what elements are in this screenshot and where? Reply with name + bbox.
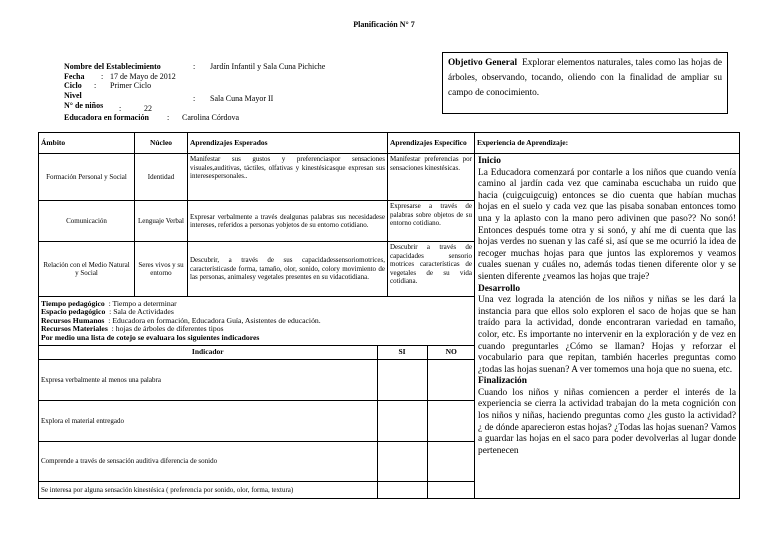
si-check-cell[interactable]: [377, 360, 427, 401]
colon: :: [101, 72, 104, 81]
page-title: Planificación N° 7: [353, 20, 415, 29]
especifico-cell: Descubrir a través de capacidades sensorio motrices características de vegetales de su vida cotidiana.: [388, 242, 475, 297]
ninos-value: 22: [144, 104, 152, 113]
esperados-cell: Expresar verbalmente a través dealgunas palabras sus necesidadese intereses, referidos a personas yobjetos de su entorno cotidiano.: [188, 201, 388, 242]
indicator-row: Se interesa por alguna sensación kinestésica ( preferencia por sonido, olor, forma, textura): [39, 482, 377, 498]
ciclo-value: Primer Ciclo: [110, 81, 152, 90]
establecimiento-value: Jardín Infantil y Sala Cuna Pichiche: [210, 62, 326, 71]
establecimiento-label: Nombre del Establecimiento: [64, 62, 161, 71]
inicio-heading: Inicio: [478, 156, 501, 166]
recursos-materiales-value: : hojas de árboles de diferentes tipos: [111, 324, 224, 334]
nivel-label: Nivel: [64, 91, 82, 100]
fecha-label: Fecha: [64, 72, 85, 81]
finalizacion-heading: Finalización: [478, 376, 527, 387]
objetivo-general-box: [442, 52, 728, 114]
si-header: SI: [377, 346, 427, 360]
recursos-humanos-label: Recursos Humanos: [41, 315, 105, 325]
header-esperados: Aprendizajes Esperados: [188, 133, 388, 154]
educadora-value: Carolina Córdova: [182, 113, 240, 122]
nivel-value: Sala Cuna Mayor II: [210, 94, 274, 103]
desarrollo-heading: Desarrollo: [478, 283, 521, 294]
planning-table: [38, 132, 740, 499]
ambito-cell: Relación con el Medio Natural y Social: [39, 242, 135, 297]
ambito-cell: Formación Personal y Social: [39, 154, 135, 201]
colon: :: [94, 81, 97, 90]
tiempo-label: Tiempo pedagógico: [41, 299, 105, 308]
esperados-cell: Manifestar sus gustos y preferenciaspor sensaciones visuales,auditivas, táctiles, olfativas y kinestésicasque expresan sus interesespersonales..: [188, 154, 388, 201]
ninos-label: N° de niños: [64, 101, 104, 110]
recursos-humanos-value: : Educadora en formación, Educadora Guía, Asistentes de educación.: [108, 315, 321, 325]
header-ambito: Ámbito: [39, 133, 135, 154]
fecha-value: 17 de Mayo de 2012: [110, 72, 176, 81]
indicator-row: Comprende a través de sensación auditiva diferencia de sonido: [39, 442, 377, 482]
no-check-cell[interactable]: [427, 360, 475, 401]
cotejo-text: Por medio una lista de cotejo se evaluara los siguientes indicadores: [41, 332, 260, 342]
header-especifico: Aprendizajes Específico: [388, 133, 475, 154]
especifico-cell: Manifestar preferencias por sensaciones kinestésicas.: [388, 154, 475, 201]
objetivo-label: Objetivo General: [448, 58, 518, 68]
espacio-label: Espacio pedagógico: [41, 307, 106, 317]
ambito-cell: Comunicación: [39, 201, 135, 242]
especifico-cell: Expresarse a través de palabras sobre objetos de su entorno cotidiano.: [388, 201, 475, 242]
colon: :: [193, 94, 196, 103]
si-check-cell[interactable]: [377, 482, 427, 498]
objetivo-text: Explorar elementos naturales, tales como las hojas de árboles, observando, tocando, oliendo con la finalidad de ampliar su campo de conocimiento.: [448, 58, 723, 98]
info-block: [39, 297, 474, 345]
no-check-cell[interactable]: [427, 442, 475, 482]
indicator-table: [39, 345, 475, 498]
experiencia-cell: [475, 154, 740, 499]
info-and-indicators: [39, 297, 475, 499]
no-check-cell[interactable]: [427, 401, 475, 442]
nucleo-cell: Seres vivos y su entorno: [135, 242, 188, 297]
nucleo-cell: Identidad: [135, 154, 188, 201]
desarrollo-text: Una vez lograda la atención de los niños y niñas se les dará la instancia para que ellos solo exploren el saco de hojas que se han traído para la actividad, donde encontraran variedad en tamaño, color, etc. Es importante no intervenir en la exploración y de vez en cuando preguntarles ¿Cómo se llaman? Hojas y reforzar el vocabulario para que repitan, también hacerles preguntas como ¿todas las hojas suenan? A ver tomemos una hoja que no suena, etc.: [478, 295, 736, 375]
finalizacion-text: Cuando los niños y niñas comiencen a perder el interés de la experiencia se cierra la actividad trabajan do la meta cognición con los niños y niñas, haciendo preguntas como ¿les gusto la actividad? ¿ de dónde aparecieron estas hojas? ¿Todas las hojas suenan? Vamos a guardar las hojas en el saco para poder devolverlas al lugar donde pertenecen: [478, 387, 736, 456]
indicador-header: Indicador: [39, 346, 377, 360]
header-experiencia: Experiencia de Aprendizaje:: [475, 133, 740, 154]
nucleo-cell: Lenguaje Verbal: [135, 201, 188, 242]
si-check-cell[interactable]: [377, 442, 427, 482]
inicio-text: La Educadora comenzará por contarle a los niños que cuando venía camino al jardín cada vez que caminaba escuchaba un ruido que hacia (cuigcuigcuig) entonces se dio cuenta que habían muchas hojas en el suelo y cada vez que las pisaba sonaban entonces tomo una y la aplasto con la mano pero adivinen que paso?? No sonó! Entonces después tome otra y si sonó, y ahí me di cuenta que las hojas verdes no suenan y las café si, así que se me ocurrió la idea de recoger muchas hojas para que juntos las exploremos y veamos cuales suenan y cuáles no, además todas tienen diferente olor y se sienten diferente ¿veamos las hojas que traje?: [478, 167, 736, 282]
no-header: NO: [427, 346, 475, 360]
esperados-cell: Descubrir, a través de sus capacidadessensoriomotrices, característicasde forma, tamaño, olor, sonido, colory movimiento de las personas, animalesy vegetales presentes en su vidacotidiana.: [188, 242, 388, 297]
recursos-materiales-label: Recursos Materiales: [41, 324, 108, 334]
si-check-cell[interactable]: [377, 401, 427, 442]
indicator-row: Expresa verbalmente al menos una palabra: [39, 360, 377, 401]
ciclo-label: Ciclo: [64, 81, 82, 90]
no-check-cell[interactable]: [427, 482, 475, 498]
espacio-value: : Sala de Actividades: [109, 307, 174, 317]
colon: :: [119, 104, 122, 113]
header-nucleo: Núcleo: [135, 133, 188, 154]
tiempo-value: : Tiempo a determinar: [108, 299, 177, 308]
indicator-row: Explora el material entregado: [39, 401, 377, 442]
educadora-label: Educadora en formación: [64, 113, 149, 122]
colon: :: [193, 62, 196, 71]
colon: :: [167, 113, 170, 122]
